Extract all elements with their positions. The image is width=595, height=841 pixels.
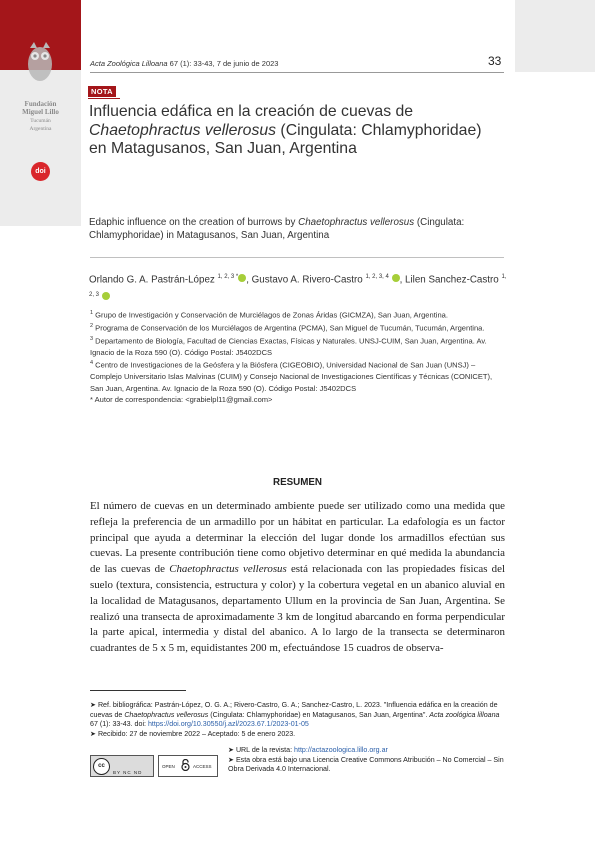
foundation-country: Argentina [29, 126, 52, 132]
author-separator: , [399, 274, 406, 286]
orcid-icon[interactable] [102, 292, 110, 300]
author-list [89, 270, 509, 306]
running-header [90, 59, 278, 68]
abstract-text: El número de cuevas en un determinado ambiente puede ser utilizado como una medida que refleja la preferencia de un armadillo por un hábitat en particular. La edafología es un factor principal que ayuda a determinar la elección del lugar donde los armadillos efectúan sus cuevas. La presente contribución tiene como objetivo determinar en qué medida la abundancia de las cuevas de [90, 500, 505, 576]
affiliation-item [90, 334, 505, 358]
access-label: ACCESS [193, 764, 212, 769]
header-rule [90, 72, 504, 73]
orcid-icon[interactable] [392, 274, 400, 282]
ref-text-mid: (Cingulata: Chlamyphoridae) en Matagusanos, San Juan, Argentina". [208, 710, 430, 719]
journal-footnote [228, 746, 508, 775]
author-affil-sup: 1, 2, 3 [89, 274, 507, 298]
journal-url-link[interactable]: http://actazoologica.lillo.org.ar [294, 746, 388, 754]
received-dates: Recibido: 27 de noviembre 2022 – Aceptado: 5 de enero 2023. [97, 729, 296, 738]
author-name: Orlando G. A. Pastrán-López [89, 274, 215, 286]
reference-footnote [90, 701, 508, 739]
english-title [89, 216, 504, 243]
open-access-badge[interactable] [158, 755, 218, 777]
arrow-icon: ➤ [90, 729, 96, 738]
citation-info: 67 (1): 33-43, 7 de junio de 2023 [167, 59, 279, 68]
section-tag-underline [88, 98, 120, 99]
subtitle-text-end: (Cingulata: Chlamyphoridae) in Matagusanos, San Juan, Argentina [89, 217, 465, 242]
affiliation-text: Grupo de Investigación y Conservación de Murciélagos de Zonas Áridas (GICMZA), San Juan, Argentina. [95, 310, 448, 320]
section-tag: NOTA [88, 86, 116, 97]
title-text: Influencia edáfica en la creación de cuevas de [89, 103, 414, 120]
article-title [89, 103, 499, 159]
abstract-species: Chaetophractus vellerosus [169, 563, 287, 576]
affiliation-item [90, 358, 505, 394]
journal-name: Acta Zoológica Lilloana [90, 59, 168, 68]
affiliation-num: 1 [90, 310, 94, 316]
abstract-text-end: está relacionada con las propiedades físicas del suelo (textura, consistencia, estructura y color) y la cobertura vegetal en un abanico aluvial en la localidad de Matagusanos, departamento Ullum en la provincia de San Juan, Argentina. Se realizó una transecta de aproximadamente 3 km de longitud abarcando en forma perpendicular la parte apical, intermedia y distal del abanico. A lo largo de la transecta se determinaron cuadrantes de 5 x 5 m, equidistantes 200 m, efectuándose 15 cuadros de observa- [90, 563, 505, 655]
affiliations [90, 308, 505, 405]
affiliation-item [90, 308, 505, 321]
foundation-city: Tucumán [30, 118, 51, 124]
arrow-icon: ➤ [228, 746, 234, 754]
affiliation-num: 3 [90, 335, 94, 342]
subtitle-species: Chaetophractus vellerosus [298, 217, 415, 228]
footnote-rule [90, 690, 186, 691]
affiliation-text: Departamento de Biología, Facultad de Ciencias Exactas, Físicas y Naturales. UNSJ-CUIM, San Juan, Argentina. Av. Ignacio de la Roza 590 (O). Código Postal: J5402DCS [90, 336, 487, 357]
abstract-heading: RESUMEN [273, 477, 322, 488]
author-affil-sup: 1, 2, 3, 4 [365, 274, 389, 280]
abstract-body [90, 499, 505, 657]
sidebar-panel [0, 0, 81, 226]
title-text-end: (Cingulata: Chlamyphoridae) en Matagusanos, San Juan, Argentina [89, 121, 482, 158]
ref-text: Ref. bibliográfica: Pastrán-López, O. G. A.; Rivero-Castro, G. A.; Sanchez-Castro, L. 2023. "Influencia edáfica en la creación de cuevas de [90, 701, 498, 719]
owl-logo-icon [24, 38, 56, 84]
correspondence-note: * Autor de correspondencia: <grabielpl11@gmail.com> [90, 394, 273, 404]
affiliation-text: Programa de Conservación de los Murciélagos de Argentina (PCMA), San Miguel de Tucumán, Tucumán, Argentina. [95, 323, 485, 333]
arrow-icon: ➤ [90, 701, 96, 709]
subtitle-text: Edaphic influence on the creation of burrows by [89, 217, 299, 228]
ref-journal: Acta zoológica lilloana [429, 710, 500, 719]
doi-icon[interactable]: doi [31, 162, 50, 181]
cc-icon: cc [93, 758, 110, 775]
author-affil-sup: 1, 2, 3 * [217, 274, 239, 280]
open-label: OPEN [162, 764, 175, 769]
author-name: Lilen Sanchez-Castro [405, 274, 499, 286]
corner-panel [515, 0, 595, 72]
doi-link[interactable]: https://doi.org/10.30550/j.azl/2023.67.1/2023-01-05 [147, 720, 309, 729]
foundation-name-line1: Fundación [24, 100, 57, 108]
affiliation-item [90, 321, 505, 334]
ref-species: Chaetophractus vellerosus [124, 710, 209, 719]
license-text: Esta obra está bajo una Licencia Creative Commons Atribución – No Comercial – Sin Obra Derivada 4.0 Internacional. [228, 755, 504, 774]
affiliation-num: 2 [90, 322, 94, 329]
title-divider [90, 257, 504, 258]
foundation-name-line2: Miguel Lillo [22, 108, 59, 116]
affiliation-text: Centro de Investigaciones de la Geósfera y la Biósfera (CIGEOBIO), Universidad Nacional de San Juan (UNSJ) – Complejo Universitario Islas Malvinas (CUIM) y Consejo Nacional de Investigaciones Científicas y Técnicas (CONICET), San Juan, Argentina. Av. Ignacio de la Roza 590 (O). Código Postal: J5402DCS [90, 360, 493, 393]
url-label: URL de la revista: [235, 746, 295, 754]
open-lock-icon [181, 759, 190, 771]
creative-commons-badge[interactable] [90, 755, 154, 777]
affiliation-num: 4 [90, 360, 94, 367]
author-separator: , [246, 274, 252, 286]
arrow-icon: ➤ [228, 755, 234, 764]
ref-text-pages: 67 (1): 33-43. doi: [90, 720, 148, 729]
title-species: Chaetophractus vellerosus [89, 121, 277, 139]
page-number: 33 [488, 54, 502, 68]
cc-terms: BY NC ND [113, 770, 143, 775]
author-name: Gustavo A. Rivero-Castro [251, 274, 363, 286]
